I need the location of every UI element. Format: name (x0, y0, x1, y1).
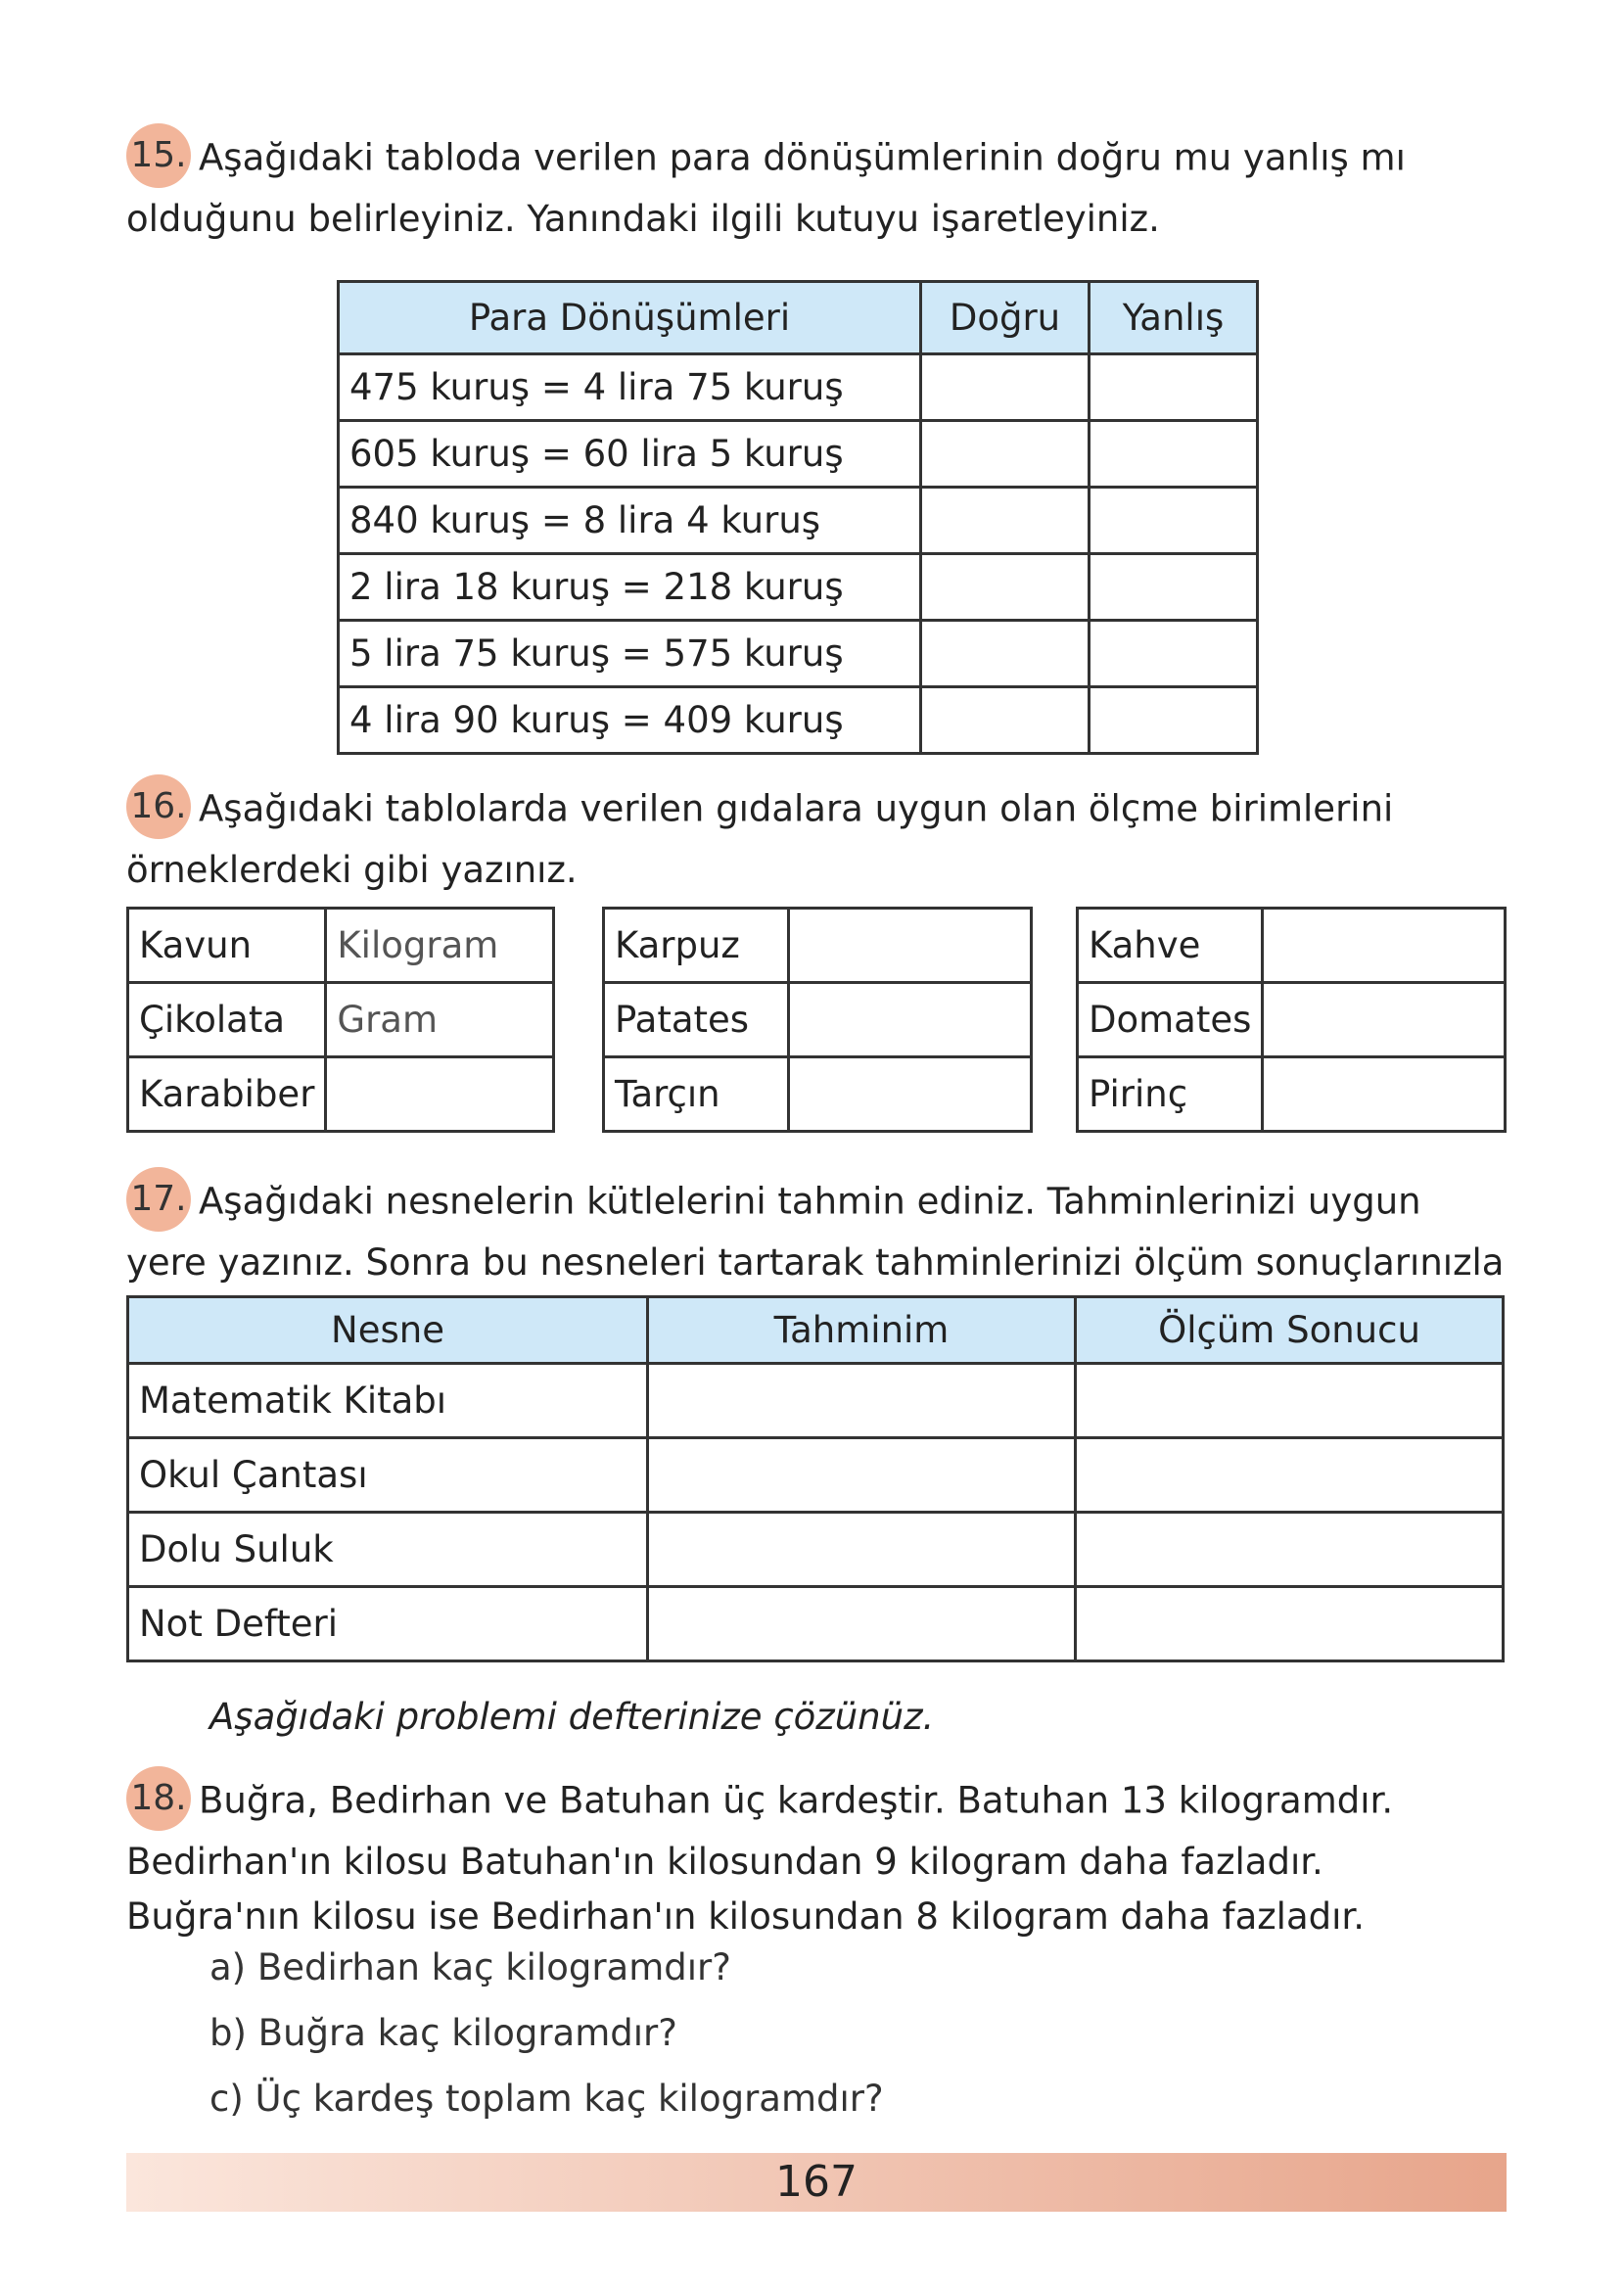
true-checkbox[interactable] (920, 554, 1089, 621)
object-cell: Matematik Kitabı (128, 1364, 648, 1438)
true-checkbox[interactable] (920, 354, 1089, 421)
food-cell: Kahve (1078, 909, 1263, 983)
unit-input-cell[interactable] (789, 1057, 1032, 1132)
object-cell: Dolu Suluk (128, 1513, 648, 1587)
true-checkbox[interactable] (920, 421, 1089, 488)
question-15 (126, 127, 1507, 247)
question-18 (126, 1770, 1507, 1944)
food-unit-table-3 (1076, 907, 1507, 1133)
unit-input-cell[interactable] (789, 909, 1032, 983)
false-checkbox[interactable] (1090, 488, 1258, 554)
sub-question-c: c) Üç kardeş toplam kaç kilogramdır? (209, 2078, 884, 2120)
question-number-badge: 16. (126, 774, 191, 839)
result-input-cell[interactable] (1076, 1438, 1504, 1513)
header-false: Yanlış (1090, 282, 1258, 354)
instruction-text: Aşağıdaki problemi defterinize çözünüz. (209, 1696, 935, 1738)
question-text: Aşağıdaki tabloda verilen para dönüşümlerinin doğru mu yanlış mı olduğunu belirleyiniz. Yanındaki ilgili kutuyu işaretleyiniz. (126, 136, 1406, 240)
unit-input-cell[interactable] (1263, 983, 1506, 1057)
false-checkbox[interactable] (1090, 354, 1258, 421)
sub-question-a: a) Bedirhan kaç kilogramdır? (209, 1946, 731, 1988)
conversion-cell: 4 lira 90 kuruş = 409 kuruş (339, 687, 921, 754)
unit-cell: Kilogram (326, 909, 554, 983)
food-unit-table-2 (602, 907, 1033, 1133)
object-cell: Not Defteri (128, 1587, 648, 1661)
page-footer-bar (126, 2153, 1507, 2212)
money-conversion-table (337, 280, 1259, 755)
header-object: Nesne (128, 1297, 648, 1364)
unit-input-cell[interactable] (789, 983, 1032, 1057)
conversion-cell: 840 kuruş = 8 lira 4 kuruş (339, 488, 921, 554)
sub-question-b: b) Buğra kaç kilogramdır? (209, 2012, 677, 2054)
food-cell: Çikolata (128, 983, 326, 1057)
question-16 (126, 778, 1507, 898)
header-conversions: Para Dönüşümleri (339, 282, 921, 354)
unit-input-cell[interactable] (326, 1057, 554, 1132)
conversion-cell: 5 lira 75 kuruş = 575 kuruş (339, 621, 921, 687)
food-cell: Tarçın (604, 1057, 789, 1132)
false-checkbox[interactable] (1090, 421, 1258, 488)
mass-estimate-table (126, 1295, 1505, 1662)
page-number: 167 (775, 2157, 858, 2207)
food-cell: Domates (1078, 983, 1263, 1057)
false-checkbox[interactable] (1090, 687, 1258, 754)
food-cell: Kavun (128, 909, 326, 983)
result-input-cell[interactable] (1076, 1364, 1504, 1438)
question-number-badge: 17. (126, 1167, 191, 1232)
food-unit-table-1 (126, 907, 555, 1133)
question-text: Buğra, Bedirhan ve Batuhan üç kardeştir. Batuhan 13 kilogramdır. Bedirhan'ın kilosu Batuhan'ın kilosundan 9 kilogram daha fazladır. Buğra'nın kilosu ise Bedirhan'ın kilosundan 8 kilogram daha fazladır. (126, 1779, 1394, 1938)
food-cell: Karpuz (604, 909, 789, 983)
question-text: Aşağıdaki tablolarda verilen gıdalara uygun olan ölçme birimlerini örneklerdeki gibi yazınız. (126, 787, 1394, 891)
header-estimate: Tahminim (648, 1297, 1076, 1364)
false-checkbox[interactable] (1090, 621, 1258, 687)
estimate-input-cell[interactable] (648, 1587, 1076, 1661)
estimate-input-cell[interactable] (648, 1438, 1076, 1513)
conversion-cell: 475 kuruş = 4 lira 75 kuruş (339, 354, 921, 421)
question-number-badge: 18. (126, 1766, 191, 1831)
estimate-input-cell[interactable] (648, 1364, 1076, 1438)
unit-cell: Gram (326, 983, 554, 1057)
false-checkbox[interactable] (1090, 554, 1258, 621)
unit-input-cell[interactable] (1263, 1057, 1506, 1132)
result-input-cell[interactable] (1076, 1587, 1504, 1661)
true-checkbox[interactable] (920, 488, 1089, 554)
unit-input-cell[interactable] (1263, 909, 1506, 983)
conversion-cell: 605 kuruş = 60 lira 5 kuruş (339, 421, 921, 488)
conversion-cell: 2 lira 18 kuruş = 218 kuruş (339, 554, 921, 621)
header-result: Ölçüm Sonucu (1076, 1297, 1504, 1364)
true-checkbox[interactable] (920, 621, 1089, 687)
food-cell: Patates (604, 983, 789, 1057)
header-true: Doğru (920, 282, 1089, 354)
food-cell: Pirinç (1078, 1057, 1263, 1132)
question-number-badge: 15. (126, 123, 191, 188)
object-cell: Okul Çantası (128, 1438, 648, 1513)
estimate-input-cell[interactable] (648, 1513, 1076, 1587)
food-cell: Karabiber (128, 1057, 326, 1132)
result-input-cell[interactable] (1076, 1513, 1504, 1587)
true-checkbox[interactable] (920, 687, 1089, 754)
question-text: Aşağıdaki nesnelerin kütlelerini tahmin ediniz. Tahminlerinizi uygun yere yazınız. Sonra bu nesneleri tartarak tahminlerinizi ölçüm sonuçlarınızla (126, 1180, 1505, 1284)
